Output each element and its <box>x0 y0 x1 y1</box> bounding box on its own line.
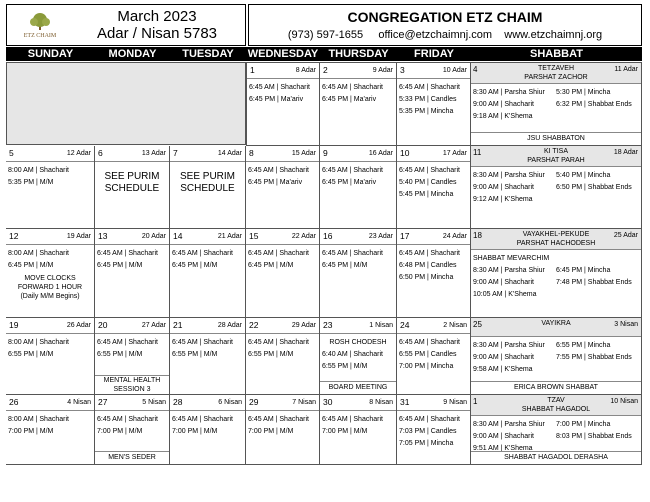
parsha-subtitle: SHABBAT HAGADOL <box>521 406 591 413</box>
day-cell <box>246 146 320 229</box>
schedule-line: 9:00 AM | Shacharit <box>473 279 534 286</box>
day-number: 14 <box>173 231 183 241</box>
cell-body <box>170 334 245 361</box>
day-cell <box>95 318 170 395</box>
cell-body <box>320 334 396 373</box>
schedule-line: 7:05 PM | Mincha <box>399 440 454 447</box>
hebrew-date: 10 Adar <box>442 67 467 74</box>
cell-body <box>247 79 319 106</box>
day-number: 1 <box>250 65 255 75</box>
schedule-line: 5:40 PM | Candles <box>399 179 457 186</box>
day-number: 21 <box>173 320 183 330</box>
hebrew-date: 11 Adar <box>614 66 638 73</box>
day-number: 11 <box>473 148 482 157</box>
schedule-line: 6:45 AM | Shacharit <box>172 250 233 257</box>
schedule-line: 9:00 AM | Shacharit <box>473 433 534 440</box>
left-column <box>473 419 556 455</box>
hebrew-date: 22 Adar <box>291 233 316 240</box>
cell-body <box>320 411 396 438</box>
date-row <box>320 395 396 411</box>
hebrew-date: 17 Adar <box>442 150 467 157</box>
right-column <box>556 87 639 123</box>
hebrew-date: 15 Adar <box>291 150 316 157</box>
day-header-wednesday: WEDNESDAY <box>246 47 321 61</box>
hebrew-date: 7 Nisan <box>292 399 316 406</box>
schedule-line: 6:45 AM | Shacharit <box>172 416 233 423</box>
day-number: 26 <box>9 397 19 407</box>
schedule-line: 6:45 AM | Shacharit <box>97 250 158 257</box>
schedule-line: 6:45 AM | Shacharit <box>97 339 158 346</box>
day-cell <box>246 318 320 395</box>
schedule-line: 9:18 AM | K'Shema <box>473 113 533 120</box>
left-column <box>473 87 556 123</box>
day-number: 24 <box>400 320 410 330</box>
parsha-subtitle: PARSHAT HACHODESH <box>516 240 596 247</box>
cell-body <box>471 84 641 123</box>
email: office@etzchaimnj.com <box>378 29 493 41</box>
day-header-friday: FRIDAY <box>397 47 472 61</box>
schedule-line: 5:35 PM | M/M <box>8 179 54 186</box>
day-cell <box>246 395 320 465</box>
schedule-line: 6:45 PM | Mincha <box>556 267 611 274</box>
schedule-line: 6:45 PM | Ma'ariv <box>322 96 377 103</box>
cell-body <box>471 416 641 455</box>
day-cell <box>471 146 642 229</box>
schedule-line: 6:45 AM | Shacharit <box>399 250 460 257</box>
cell-body <box>6 334 94 361</box>
schedule-line: 6:55 PM | Candles <box>399 351 457 358</box>
schedule-line: 6:45 AM | Shacharit <box>322 416 383 423</box>
schedule-line: 6:45 AM | Shacharit <box>399 167 460 174</box>
schedule-line: 6:55 PM | M/M <box>172 351 218 358</box>
shabbat-header <box>471 63 641 84</box>
schedule-line: 6:55 PM | Mincha <box>556 342 611 349</box>
hebrew-date: 9 Adar <box>372 67 393 74</box>
hebrew-date: 18 Adar <box>613 149 638 156</box>
day-header-shabbat: SHABBAT <box>471 47 642 61</box>
hebrew-date: 1 Nisan <box>369 322 393 329</box>
date-row <box>397 318 470 334</box>
left-column <box>473 265 556 301</box>
day-number: 6 <box>98 148 103 158</box>
schedule-line: 6:45 AM | Shacharit <box>322 250 383 257</box>
event-footer: JSU SHABBATON <box>471 132 641 145</box>
day-number: 9 <box>323 148 328 158</box>
date-row <box>95 146 169 162</box>
date-row <box>6 395 94 411</box>
schedule-line: 8:03 PM | Shabbat Ends <box>556 433 632 440</box>
cell-body <box>95 334 169 361</box>
date-row <box>246 318 319 334</box>
schedule-line: 6:50 PM | Shabbat Ends <box>556 184 632 191</box>
date-row <box>95 318 169 334</box>
date-row <box>246 229 319 245</box>
day-cell <box>170 395 246 465</box>
day-cell <box>320 229 397 318</box>
day-cell <box>397 229 471 318</box>
left-column <box>473 170 556 206</box>
schedule-line: 6:45 AM | Shacharit <box>399 416 460 423</box>
date-row <box>397 229 470 245</box>
schedule-line: 6:45 AM | Shacharit <box>322 84 383 91</box>
hebrew-date: 20 Adar <box>141 233 166 240</box>
hebrew-date: 29 Adar <box>291 322 316 329</box>
hebrew-date: 10 Nisan <box>610 398 638 405</box>
day-cell <box>397 146 471 229</box>
day-cell <box>6 318 95 395</box>
day-cell <box>6 146 95 229</box>
schedule-line: 8:30 AM | Parsha Shiur <box>473 89 545 96</box>
hebrew-date: 14 Adar <box>217 150 242 157</box>
schedule-line: 6:45 AM | Shacharit <box>248 250 309 257</box>
schedule-line: 6:45 AM | Shacharit <box>97 416 158 423</box>
purim-notice: SEE PURIM SCHEDULE <box>179 171 235 194</box>
date-row <box>247 63 319 79</box>
day-cell <box>471 229 642 318</box>
note-text: MOVE CLOCKS <box>24 275 76 282</box>
hebrew-date: 4 Nisan <box>67 399 91 406</box>
date-row <box>170 395 245 411</box>
schedule-columns <box>473 419 639 455</box>
schedule-line: 8:30 AM | Parsha Shiur <box>473 267 545 274</box>
day-cell <box>397 62 471 146</box>
cell-body <box>95 245 169 272</box>
day-cell <box>320 146 397 229</box>
date-row <box>397 146 470 162</box>
svg-text:ETZ CHAIM: ETZ CHAIM <box>23 33 57 39</box>
day-cell <box>246 229 320 318</box>
date-row <box>320 318 396 334</box>
day-number: 20 <box>98 320 108 330</box>
shabbat-header <box>471 318 641 337</box>
day-number: 15 <box>249 231 259 241</box>
day-cell <box>471 318 642 395</box>
cell-body <box>246 245 319 272</box>
left-column <box>473 340 556 376</box>
cell-body <box>6 411 94 438</box>
schedule-line: 6:45 PM | Ma'ariv <box>248 179 303 186</box>
schedule-line: 6:45 AM | Shacharit <box>248 416 309 423</box>
website: www.etzchaimnj.org <box>504 29 603 41</box>
cell-body <box>397 334 470 373</box>
schedule-line: 6:55 PM | M/M <box>248 351 294 358</box>
schedule-columns <box>473 170 639 206</box>
schedule-line: 6:45 PM | M/M <box>97 262 143 269</box>
schedule-line: 6:55 PM | M/M <box>8 351 54 358</box>
parsha-subtitle: PARSHAT PARAH <box>527 157 585 164</box>
day-header-thursday: THURSDAY <box>320 47 398 61</box>
date-row <box>397 395 470 411</box>
schedule-line: 9:00 AM | Shacharit <box>473 184 534 191</box>
day-number: 17 <box>400 231 410 241</box>
schedule-line: 8:00 AM | Shacharit <box>8 416 69 423</box>
day-number: 4 <box>473 65 478 74</box>
right-column <box>556 170 639 206</box>
schedule-line: 9:00 AM | Shacharit <box>473 101 534 108</box>
date-row <box>320 229 396 245</box>
day-number: 3 <box>400 65 405 75</box>
day-cell <box>6 395 95 465</box>
day-cell <box>471 62 642 146</box>
note-text: ROSH CHODESH <box>329 339 387 346</box>
event-footer: SHABBAT HAGADOL DERASHA <box>471 451 641 464</box>
schedule-line: 6:32 PM | Shabbat Ends <box>556 101 632 108</box>
day-cell <box>320 62 397 146</box>
day-number: 22 <box>249 320 259 330</box>
schedule-line: 5:30 PM | Mincha <box>556 89 611 96</box>
cell-body <box>397 245 470 284</box>
parsha-title: KI TISA <box>544 148 568 155</box>
schedule-line: 6:45 AM | Shacharit <box>322 167 383 174</box>
event-footer: MEN'S SEDER <box>95 451 169 464</box>
date-row <box>6 318 94 334</box>
schedule-line: 7:03 PM | Candles <box>399 428 457 435</box>
schedule-line: 9:00 AM | Shacharit <box>473 354 534 361</box>
date-row <box>6 146 94 162</box>
parsha-title: VAYAKHEL-PEKUDE <box>522 231 590 238</box>
day-cell <box>397 395 471 465</box>
cell-body <box>320 245 396 272</box>
day-cell <box>95 229 170 318</box>
day-number: 29 <box>249 397 259 407</box>
note-text: (Daily M/M Begins) <box>20 293 80 300</box>
schedule-line: 8:30 AM | Parsha Shiur <box>473 342 545 349</box>
schedule-line: 7:00 PM | M/M <box>97 428 143 435</box>
schedule-line: 6:45 AM | Shacharit <box>399 84 460 91</box>
schedule-line: 6:45 AM | Shacharit <box>249 84 310 91</box>
event-footer: MENTAL HEALTH SESSION 3 <box>95 375 169 394</box>
schedule-line: 7:00 PM | M/M <box>248 428 294 435</box>
schedule-line: 6:45 AM | Shacharit <box>399 339 460 346</box>
hebrew-date: 13 Adar <box>141 150 166 157</box>
right-column <box>556 265 639 301</box>
date-row <box>320 63 396 79</box>
congregation-panel <box>248 4 642 46</box>
note-text: FORWARD 1 HOUR <box>17 284 83 291</box>
day-number: 25 <box>473 320 482 329</box>
schedule-line: 9:51 AM | K'Shema <box>473 445 533 452</box>
month-panel <box>6 4 246 46</box>
cell-body <box>95 162 169 195</box>
day-cell <box>397 318 471 395</box>
cell-body <box>170 245 245 272</box>
schedule-line: 6:48 PM | Candles <box>399 262 457 269</box>
day-cell <box>471 395 642 465</box>
day-number: 1 <box>473 397 478 406</box>
month-title: March 2023 <box>117 8 197 25</box>
purim-notice: SEE PURIM SCHEDULE <box>104 171 160 194</box>
day-cell <box>95 395 170 465</box>
hebrew-date: 8 Adar <box>295 67 316 74</box>
schedule-columns <box>473 87 639 123</box>
parsha-title: TZAV <box>547 397 565 404</box>
schedule-line: 5:33 PM | Candles <box>399 96 457 103</box>
day-header-sunday: SUNDAY <box>6 47 96 61</box>
day-number: 13 <box>98 231 108 241</box>
day-number: 28 <box>173 397 183 407</box>
hebrew-date: 28 Adar <box>217 322 242 329</box>
schedule-line: 6:45 PM | M/M <box>172 262 218 269</box>
schedule-line: 5:45 PM | Mincha <box>399 191 454 198</box>
cell-body <box>6 162 94 189</box>
contact-line <box>249 28 641 42</box>
schedule-line: 7:48 PM | Shabbat Ends <box>556 279 632 286</box>
cell-body <box>246 411 319 438</box>
day-number: 2 <box>323 65 328 75</box>
hebrew-date: 16 Adar <box>368 150 393 157</box>
hebrew-date: 12 Adar <box>66 150 91 157</box>
shabbat-header <box>471 146 641 167</box>
day-number: 12 <box>9 231 19 241</box>
day-number: 30 <box>323 397 333 407</box>
schedule-line: 8:30 AM | Parsha Shiur <box>473 172 545 179</box>
schedule-line: 9:58 AM | K'Shema <box>473 366 533 373</box>
day-number: 19 <box>9 320 19 330</box>
date-row <box>95 229 169 245</box>
schedule-line: 6:45 PM | M/M <box>248 262 294 269</box>
schedule-line: 7:00 PM | Mincha <box>399 363 454 370</box>
hebrew-date: 25 Adar <box>613 232 638 239</box>
day-number: 23 <box>323 320 333 330</box>
hebrew-date: 24 Adar <box>442 233 467 240</box>
day-cell <box>6 229 95 318</box>
event-footer: ERICA BROWN SHABBAT <box>471 381 641 394</box>
cell-body <box>471 167 641 206</box>
schedule-line: 10:05 AM | K'Shema <box>473 291 537 298</box>
schedule-line: 6:45 PM | Ma'ariv <box>322 179 377 186</box>
cell-body <box>320 162 396 189</box>
schedule-line: 8:00 AM | Shacharit <box>8 339 69 346</box>
schedule-line: 6:50 PM | Mincha <box>399 274 454 281</box>
date-row <box>397 63 470 79</box>
schedule-line: 8:30 AM | Parsha Shiur <box>473 421 545 428</box>
hebrew-date: 27 Adar <box>141 322 166 329</box>
schedule-line: 6:45 AM | Shacharit <box>248 339 309 346</box>
cell-body <box>246 334 319 361</box>
cell-body <box>397 411 470 450</box>
cell-body <box>170 411 245 438</box>
schedule-line: 6:45 PM | Ma'ariv <box>249 96 304 103</box>
date-row <box>6 229 94 245</box>
schedule-line: 7:00 PM | M/M <box>322 428 368 435</box>
hebrew-date: 9 Nisan <box>443 399 467 406</box>
date-row <box>246 146 319 162</box>
day-cell <box>95 146 170 229</box>
hebrew-month: Adar / Nisan 5783 <box>96 25 218 42</box>
date-row <box>170 318 245 334</box>
schedule-line: 5:40 PM | Mincha <box>556 172 611 179</box>
cell-body <box>397 79 470 118</box>
parsha-subtitle: PARSHAT ZACHOR <box>524 74 588 81</box>
day-number: 27 <box>98 397 108 407</box>
day-cell <box>170 146 246 229</box>
day-header-tuesday: TUESDAY <box>170 47 247 61</box>
cell-body <box>6 245 94 301</box>
day-number: 10 <box>400 148 410 158</box>
date-row <box>170 229 245 245</box>
date-row <box>320 146 396 162</box>
hebrew-date: 2 Nisan <box>443 322 467 329</box>
schedule-line: 9:12 AM | K'Shema <box>473 196 533 203</box>
schedule-line: 6:40 AM | Shacharit <box>322 351 383 358</box>
phone: (973) 597-1655 <box>287 29 364 41</box>
cell-body <box>397 162 470 201</box>
schedule-line: 6:45 AM | Shacharit <box>172 339 233 346</box>
schedule-line: 6:55 PM | M/M <box>97 351 143 358</box>
schedule-line: 7:00 PM | M/M <box>172 428 218 435</box>
schedule-line: 6:45 PM | M/M <box>322 262 368 269</box>
hebrew-date: 8 Nisan <box>369 399 393 406</box>
parsha-title: TETZAVEH <box>537 65 575 72</box>
congregation-name: CONGREGATION ETZ CHAIM <box>347 9 543 25</box>
schedule-line: 7:00 PM | Mincha <box>556 421 611 428</box>
schedule-line: 8:00 AM | Shacharit <box>8 250 69 257</box>
cell-body <box>320 79 396 106</box>
schedule-line: 6:55 PM | M/M <box>322 363 368 370</box>
day-cell <box>320 318 397 395</box>
shabbat-header <box>471 395 641 416</box>
schedule-columns <box>473 340 639 376</box>
tree-logo-icon <box>15 10 65 42</box>
schedule-line: 8:00 AM | Shacharit <box>8 167 69 174</box>
parsha-title: VAYIKRA <box>541 320 571 327</box>
day-number: 16 <box>323 231 333 241</box>
day-number: 5 <box>9 148 14 158</box>
right-column <box>556 419 639 455</box>
hebrew-date: 6 Nisan <box>218 399 242 406</box>
schedule-columns <box>473 265 639 301</box>
day-cell <box>320 395 397 465</box>
hebrew-date: 23 Adar <box>368 233 393 240</box>
day-cell <box>170 229 246 318</box>
day-number: 18 <box>473 231 482 240</box>
day-number: 7 <box>173 148 178 158</box>
schedule-line: 7:55 PM | Shabbat Ends <box>556 354 632 361</box>
hebrew-date: 19 Adar <box>66 233 91 240</box>
cell-body <box>246 162 319 189</box>
date-row <box>95 395 169 411</box>
cell-body <box>170 162 245 195</box>
cell-body <box>95 411 169 438</box>
right-column <box>556 340 639 376</box>
day-cell <box>170 318 246 395</box>
hebrew-date: 5 Nisan <box>142 399 166 406</box>
date-row <box>246 395 319 411</box>
date-row <box>170 146 245 162</box>
day-number: 8 <box>249 148 254 158</box>
schedule-line: 5:35 PM | Mincha <box>399 108 454 115</box>
hebrew-date: 21 Adar <box>217 233 242 240</box>
day-header-monday: MONDAY <box>95 47 171 61</box>
cell-body <box>471 337 641 376</box>
hebrew-date: 26 Adar <box>66 322 91 329</box>
hebrew-date: 3 Nisan <box>614 321 638 328</box>
event-footer: BOARD MEETING <box>320 381 396 394</box>
cell-body <box>471 250 641 301</box>
calendar-header <box>6 4 642 46</box>
schedule-line: 7:00 PM | M/M <box>8 428 54 435</box>
empty-leading-days <box>6 62 246 145</box>
day-cell <box>246 62 320 146</box>
note-text: SHABBAT MEVARCHIM <box>473 255 550 262</box>
schedule-line: 6:45 AM | Shacharit <box>248 167 309 174</box>
day-number: 31 <box>400 397 410 407</box>
schedule-line: 6:45 PM | M/M <box>8 262 54 269</box>
shabbat-header <box>471 229 641 250</box>
